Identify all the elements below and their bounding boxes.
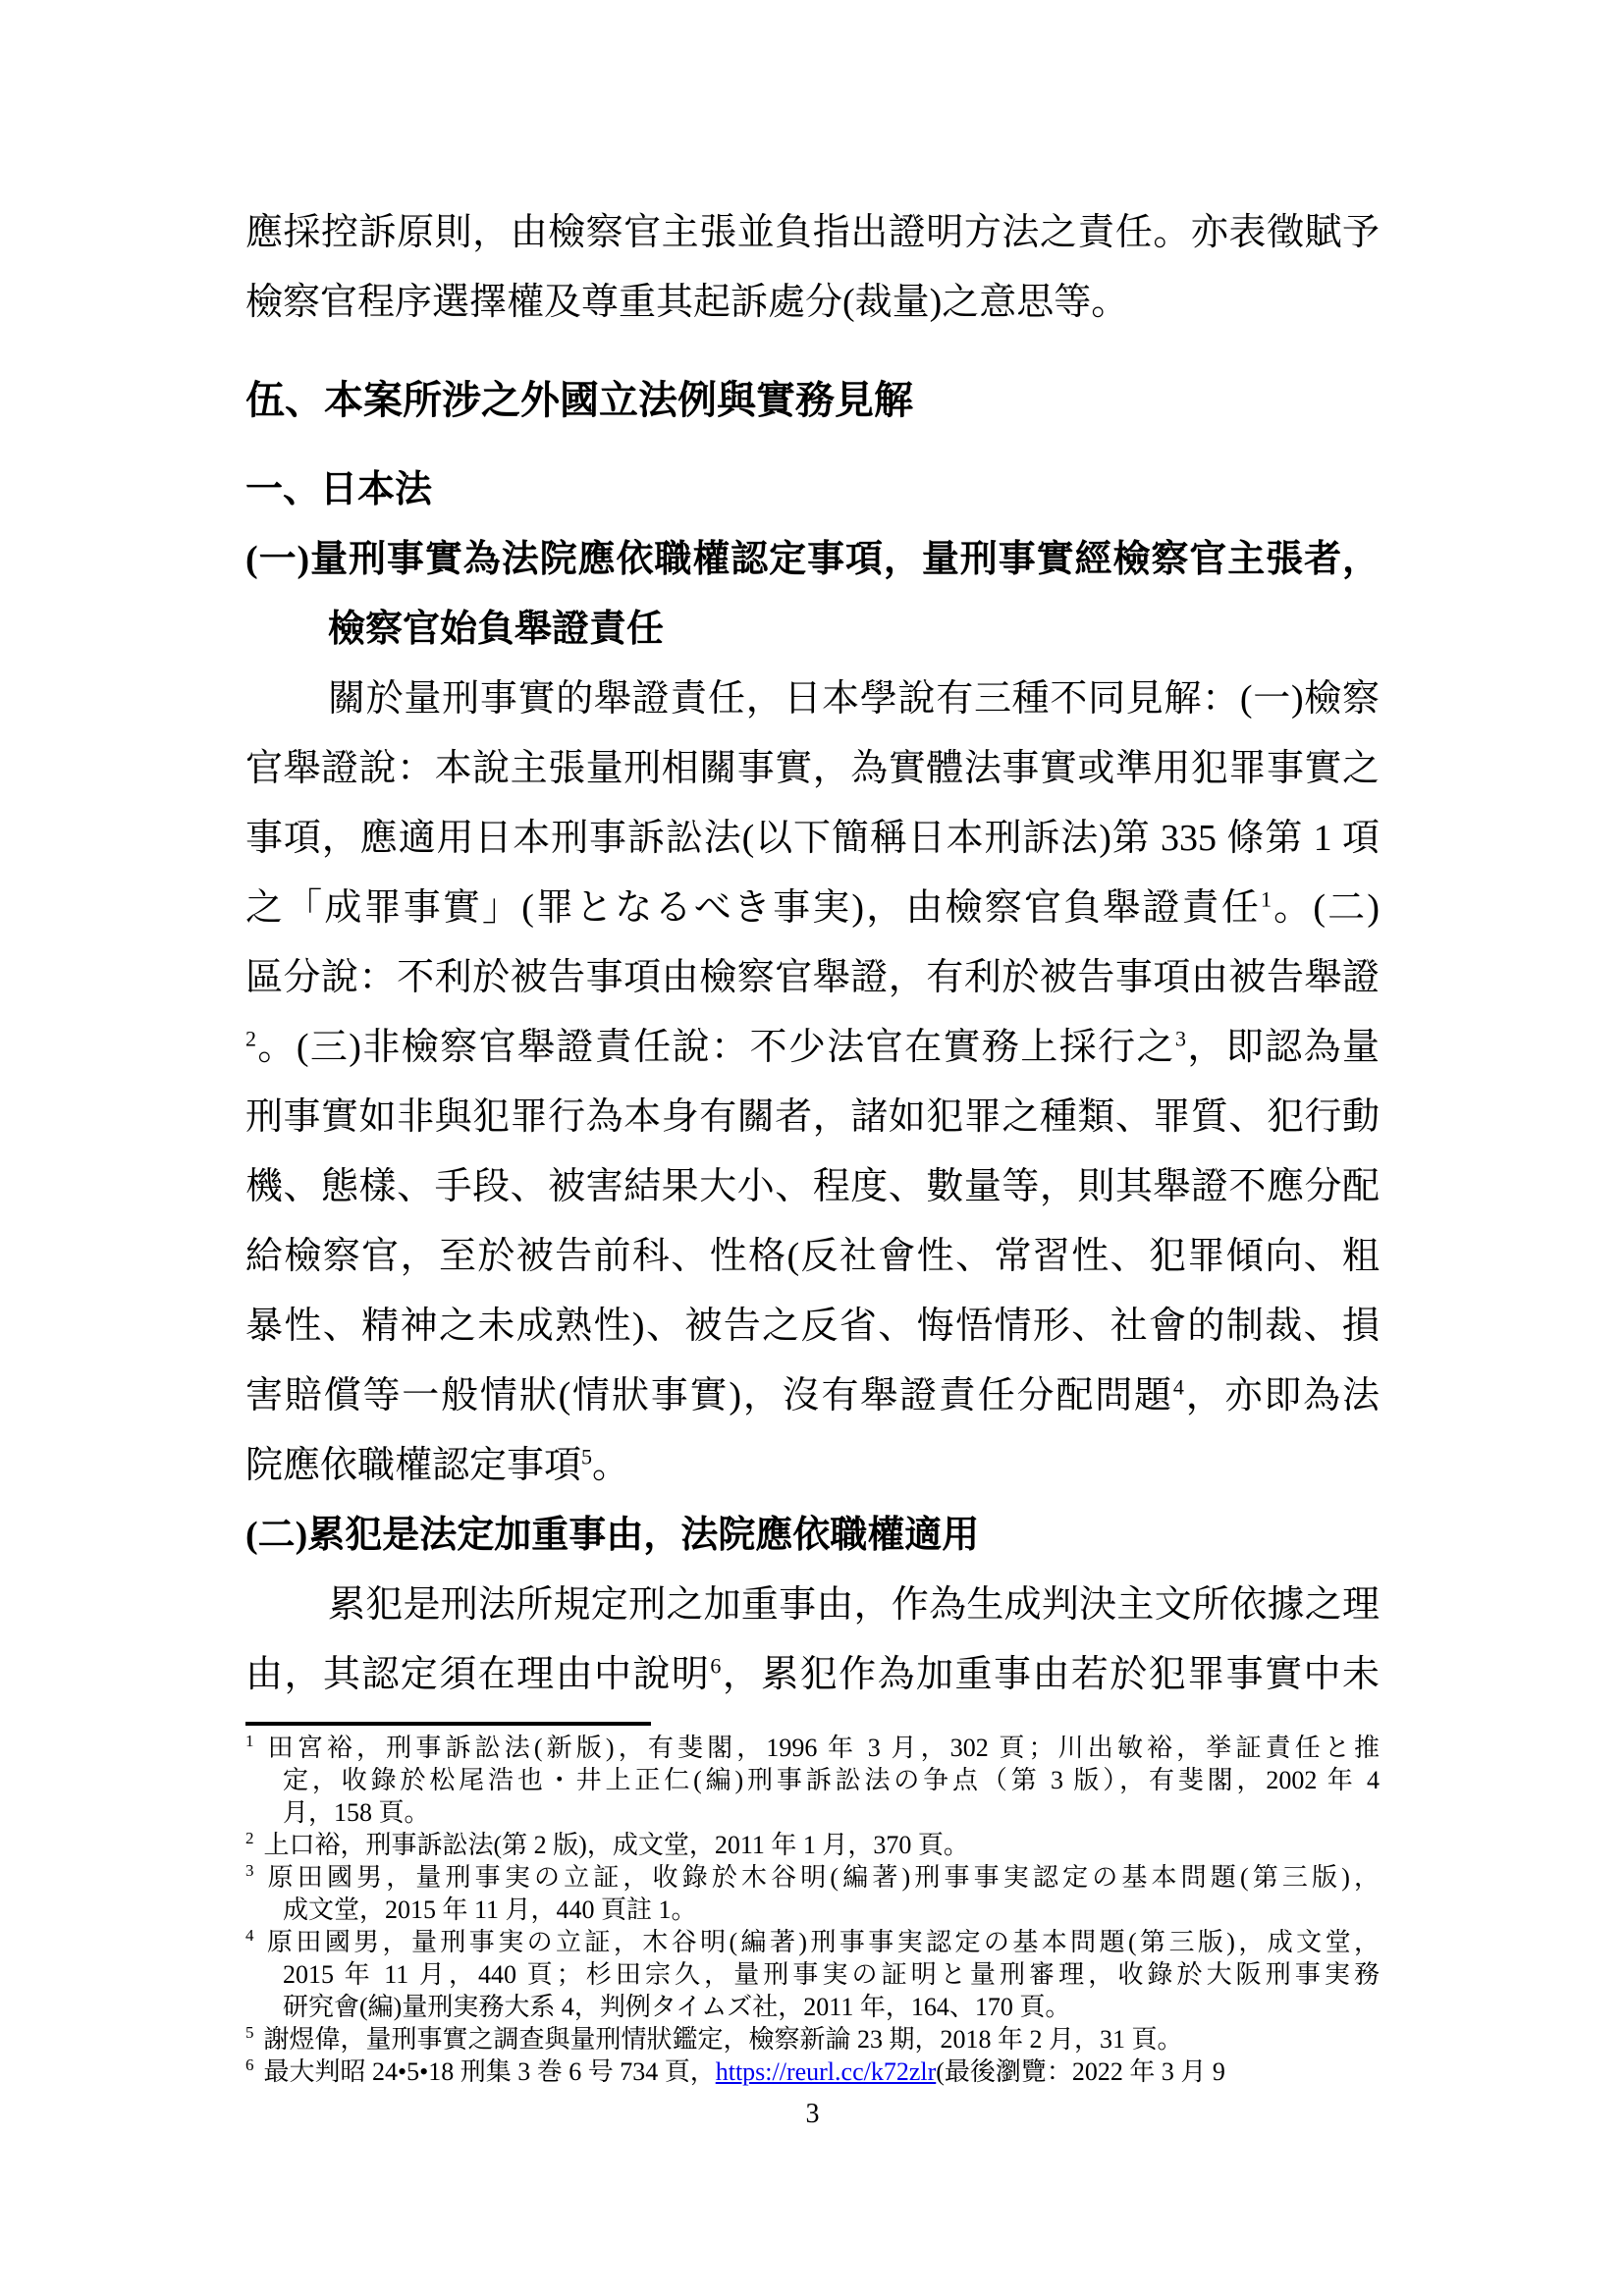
footnote-number-1: 1 [245, 1732, 254, 1751]
footnote-ref-2: 2 [245, 1026, 256, 1051]
footnote-2-line-1 [245, 1829, 1380, 1861]
paragraph1-line-10: 暴性、精神之未成熟性)、被告之反省、悔悟情形、社會的制裁、損 [245, 1306, 1380, 1347]
footnote-6-line-1 [245, 2056, 1380, 2088]
paragraph1-line-8: 機、態樣、手段、被害結果大小、程度、數量等，則其舉證不應分配 [245, 1166, 1380, 1207]
section-heading-part5: 伍、本案所涉之外國立法例與實務見解 [245, 378, 913, 422]
footnote-4-line-3: 研究會(編)量刑実務大系 4，判例タイムズ社，2011 年，164、170 頁。 [283, 1993, 1071, 2021]
paragraph1-line-9: 給檢察官，至於被告前科、性格(反社會性、常習性、犯罪傾向、粗 [245, 1236, 1380, 1277]
paragraph1-line-6 [245, 1013, 1380, 1083]
heading-sub1-line-1: (一)量刑事實為法院應依職權認定事項，量刑事實經檢察官主張者， [245, 539, 1380, 580]
footnote-4-line-2: 2015 年 11 月，440 頁；杉田宗久，量刑事実の証明と量刑審理，收錄於大阪刑事実務 [283, 1960, 1380, 1989]
footnote-ref-5: 5 [581, 1444, 593, 1469]
footnote-1-line-3: 月，158 頁。 [283, 1798, 430, 1827]
footnote-number-3: 3 [245, 1861, 254, 1881]
footnote-number-2: 2 [245, 1829, 254, 1848]
text-run: 原田國男，量刑事実の立証，木谷明(編著)刑事事実認定の基本問題(第三版)，成文堂， [263, 1928, 1380, 1956]
paragraph1-line-7: 刑事實如非與犯罪行為本身有關者，諸如犯罪之種類、罪質、犯行動 [245, 1096, 1380, 1138]
footnote-ref-3: 3 [1174, 1026, 1186, 1051]
footnote-4-line-1 [245, 1926, 1380, 1958]
text-run: 之「成罪事實」(罪となるべき事実)，由檢察官負舉證責任 [245, 887, 1261, 929]
text-run: 最大判昭 24•5•18 刑集 3 巻 6 号 734 頁， [263, 2057, 716, 2086]
text-run: ，亦即為法 [1183, 1375, 1380, 1416]
paragraph2-line-2 [245, 1640, 1380, 1710]
paragraph1-line-12 [245, 1431, 1380, 1501]
paragraph1-line-11 [245, 1362, 1380, 1431]
footnotes-section [245, 1732, 1380, 2088]
footnote-ref-4: 4 [1172, 1374, 1184, 1400]
text-run: 院應依職權認定事項 [245, 1445, 582, 1486]
heading-sub1-line-2: 檢察官始負舉證責任 [328, 609, 665, 650]
text-run: 原田國男，量刑事実の立証，收錄於木谷明(編著)刑事事実認定の基本問題(第三版)， [263, 1863, 1380, 1892]
footnote-ref-6: 6 [710, 1653, 722, 1679]
text-run: 由，其認定須在理由中說明 [245, 1654, 711, 1695]
footnote-3-line-1 [245, 1861, 1380, 1894]
footnote-3-line-2: 成文堂，2015 年 11 月，440 頁註 1。 [283, 1896, 697, 1924]
paragraph1-line-3: 事項，應適用日本刑事訴訟法(以下簡稱日本刑訴法)第 335 條第 1 項 [245, 818, 1380, 859]
paragraph2-line-1: 累犯是刑法所規定刑之加重事由，作為生成判決主文所依據之理 [328, 1584, 1380, 1626]
text-run: ，即認為量 [1185, 1027, 1380, 1068]
text-run: 田宮裕，刑事訴訟法(新版)，有斐閣，1996 年 3 月，302 頁；川出敏裕，挙証責任と推 [263, 1734, 1380, 1762]
external-link[interactable]: https://reurl.cc/k72zlr [715, 2057, 937, 2086]
footnote-ref-1: 1 [1261, 886, 1272, 912]
text-run: (最後瀏覽：2022 年 3 月 9 [936, 2057, 1225, 2086]
heading-sub2: (二)累犯是法定加重事由，法院應依職權適用 [245, 1515, 980, 1556]
paragraph1-line-4 [245, 874, 1380, 943]
page-number: 3 [805, 2099, 820, 2129]
paragraph1-line-1: 關於量刑事實的舉證責任，日本學說有三種不同見解：(一)檢察 [328, 678, 1380, 720]
text-run: 謝煜偉，量刑事實之調查與量刑情狀鑑定，檢察新論 23 期，2018 年 2 月，31 頁。 [263, 2025, 1183, 2054]
paragraph1-line-5: 區分說：不利於被告事項由檢察官舉證，有利於被告事項由被告舉證 [245, 957, 1380, 998]
footnote-number-6: 6 [245, 2056, 254, 2075]
text-run: 。(二) [1272, 887, 1380, 929]
text-run: ，累犯作為加重事由若於犯罪事實中未 [721, 1654, 1380, 1695]
paragraph1-line-2: 官舉證說：本說主張量刑相關事實，為實體法事實或準用犯罪事實之 [245, 748, 1380, 789]
text-run: 。 [592, 1445, 630, 1486]
footnote-separator [245, 1722, 651, 1726]
footnote-number-4: 4 [245, 1926, 254, 1946]
text-run: 害賠償等一般情狀(情狀事實)，沒有舉證責任分配問題 [245, 1375, 1173, 1416]
text-run: 上口裕，刑事訴訟法(第 2 版)，成文堂，2011 年 1 月，370 頁。 [263, 1831, 969, 1859]
intro-paragraph-line-1: 應採控訴原則，由檢察官主張並負指出證明方法之責任。亦表徵賦予 [245, 212, 1380, 253]
text-run: 。(三)非檢察官舉證責任說：不少法官在實務上採行之 [256, 1027, 1175, 1068]
footnote-5-line-1 [245, 2023, 1380, 2056]
footnote-number-5: 5 [245, 2023, 254, 2043]
footnote-1-line-1 [245, 1732, 1380, 1764]
intro-paragraph-line-2: 檢察官程序選擇權及尊重其起訴處分(裁量)之意思等。 [245, 282, 1129, 323]
subsection-heading-japan-law: 一、日本法 [245, 469, 433, 510]
footnote-1-line-2: 定，收錄於松尾浩也・井上正仁(編)刑事訴訟法の争点（第 3 版），有斐閣，2002 年 4 [283, 1766, 1380, 1794]
